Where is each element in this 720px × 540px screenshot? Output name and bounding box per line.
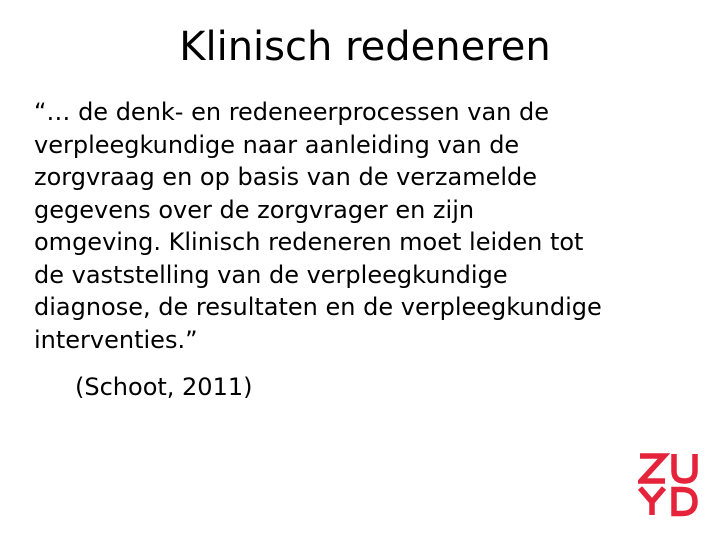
logo-letter-d: [674, 490, 695, 514]
quote-line: interventies.”: [34, 325, 198, 354]
quote-line: de vaststelling van de verpleegkundige: [34, 260, 508, 289]
citation: (Schoot, 2011): [75, 373, 253, 401]
quote-line: gegevens over de zorgvrager en zijn: [34, 195, 475, 224]
quote-line: verpleegkundige naar aanleiding van de: [34, 130, 520, 159]
logo-letter-z: [640, 456, 665, 481]
quote-line: zorgvraag en op basis van de verzamelde: [34, 163, 538, 191]
quote-line: omgeving. Klinisch redeneren moet leiden tot: [34, 228, 584, 256]
slide-title: Klinisch redeneren: [179, 24, 551, 70]
zuyd-logo: [638, 451, 698, 517]
quote-line: “… de denk- en redeneerprocessen van de: [34, 98, 549, 126]
logo-letter-y: [640, 488, 664, 515]
quote-text: [34, 96, 714, 356]
logo-letter-u: [674, 454, 695, 481]
quote-line: diagnose, de resultaten en de verpleegkundige: [34, 293, 602, 321]
